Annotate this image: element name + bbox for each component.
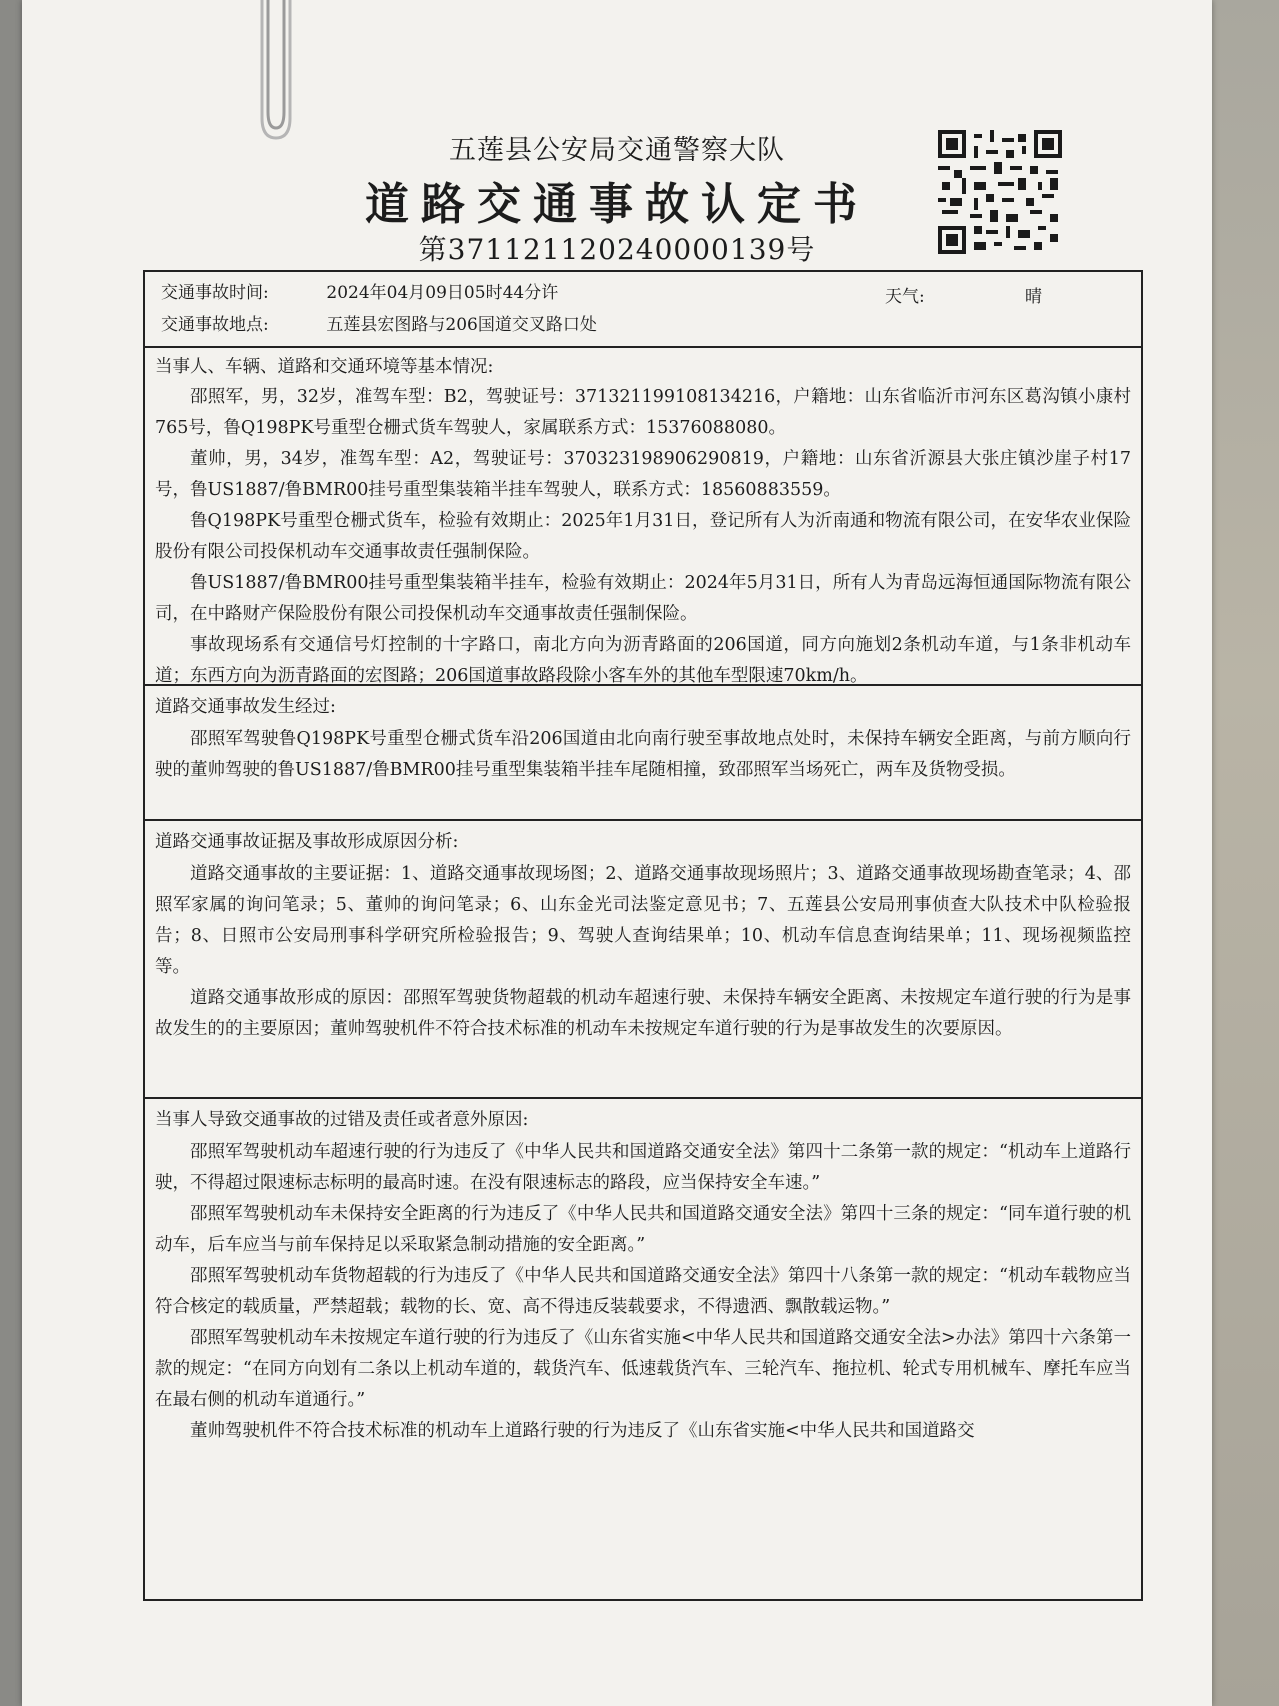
accident-process-section — [143, 686, 1143, 821]
evidence-analysis-section — [143, 821, 1143, 1099]
paragraph: 事故现场系有交通信号灯控制的十字路口，南北方向为沥青路面的206国道，同方向施划2条机动车道，与1条非机动车道；东西方向为沥青路面的宏图路；206国道事故路段除小客车外的其他车型限速70km/h。 — [155, 635, 1131, 686]
paragraph: 道路交通事故形成的原因：邵照军驾驶货物超载的机动车超速行驶、未保持车辆安全距离、未按规定车道行驶的行为是事故发生的的主要原因；董帅驾驶机件不符合技术标准的机动车未按规定车道行驶的行为是事故发生的次要原因。 — [155, 988, 1131, 1039]
accident-place-label: 交通事故地点: — [161, 315, 269, 335]
paragraph: 鲁US1887/鲁BMR00挂号重型集装箱半挂车，检验有效期止：2024年5月31日，所有人为青岛远海恒通国际物流有限公司，在中路财产保险股份有限公司投保机动车交通事故责任强制保险。 — [155, 573, 1131, 624]
paragraph: 邵照军驾驶机动车超速行驶的行为违反了《中华人民共和国道路交通安全法》第四十二条第一款的规定：“机动车上道路行驶，不得超过限速标志标明的最高时速。在没有限速标志的路段，应当保持安全车速。” — [155, 1142, 1131, 1193]
basic-situation-section — [143, 348, 1143, 686]
weather-label: 天气: — [885, 287, 925, 307]
paragraph: 邵照军驾驶鲁Q198PK号重型仓栅式货车沿206国道由北向南行驶至事故地点处时，未保持车辆安全距离，与前方顺向行驶的董帅驾驶的鲁US1887/鲁BMR00挂号重型集装箱半挂车尾随相撞，致邵照军当场死亡，两车及货物受损。 — [155, 729, 1131, 780]
accident-place-row — [161, 310, 1129, 340]
accident-time-place-box — [143, 270, 1143, 348]
evidence-analysis-title: 道路交通事故证据及事故形成原因分析: — [155, 832, 459, 852]
responsibility-body — [155, 1137, 1131, 1447]
paragraph: 道路交通事故的主要证据：1、道路交通事故现场图；2、道路交通事故现场照片；3、道路交通事故现场勘查笔录；4、邵照军家属的询问笔录；5、董帅的询问笔录；6、山东金光司法鉴定意见书；7、五莲县公安局刑事侦查大队技术中队检验报告；8、日照市公安局刑事科学研究所检验报告；9、驾驶人查询结果单；10、机动车信息查询结果单；11、现场视频监控等。 — [155, 864, 1131, 977]
accident-time-value: 2024年04月09日05时44分许 — [326, 283, 559, 303]
paperclip-icon — [254, 0, 294, 140]
accident-process-title: 道路交通事故发生经过: — [155, 697, 336, 717]
basic-situation-title: 当事人、车辆、道路和交通环境等基本情况: — [155, 357, 494, 377]
paragraph: 邵照军驾驶机动车货物超载的行为违反了《中华人民共和国道路交通安全法》第四十八条第一款的规定：“机动车载物应当符合核定的载质量，严禁超载；载物的长、宽、高不得违反装载要求，不得遗洒、飘散载运物。” — [155, 1266, 1131, 1317]
accident-time-row — [161, 278, 1129, 308]
document-page — [22, 0, 1212, 1706]
paragraph: 董帅，男，34岁，准驾车型：A2，驾驶证号：370323198906290819，户籍地：山东省沂源县大张庄镇沙崖子村17号，鲁US1887/鲁BMR00挂号重型集装箱半挂车驾驶人，联系方式：18560883559。 — [155, 449, 1131, 500]
qr-code — [938, 130, 1062, 254]
accident-place-value: 五莲县宏图路与206国道交叉路口处 — [326, 315, 597, 335]
accident-process-body — [155, 724, 1131, 786]
responsibility-section — [143, 1099, 1143, 1601]
responsibility-title: 当事人导致交通事故的过错及责任或者意外原因: — [155, 1110, 529, 1130]
paragraph: 鲁Q198PK号重型仓栅式货车，检验有效期止：2025年1月31日，登记所有人为沂南通和物流有限公司，在安华农业保险股份有限公司投保机动车交通事故责任强制保险。 — [155, 511, 1131, 562]
paragraph: 邵照军驾驶机动车未按规定车道行驶的行为违反了《山东省实施<中华人民共和国道路交通安全法>办法》第四十六条第一款的规定：“在同方向划有二条以上机动车道的，载货汽车、低速载货汽车、三轮汽车、拖拉机、轮式专用机械车、摩托车应当在最右侧的机动车道通行。” — [155, 1328, 1131, 1410]
paragraph: 邵照军，男，32岁，准驾车型：B2，驾驶证号：371321199108134216，户籍地：山东省临沂市河东区葛沟镇小康村765号，鲁Q198PK号重型仓栅式货车驾驶人，家属联系方式：15376088080。 — [155, 387, 1131, 438]
document-number: 第371121120240000139号 — [418, 233, 816, 266]
weather-value: 晴 — [1025, 287, 1042, 307]
issuing-agency: 五莲县公安局交通警察大队 — [449, 135, 785, 166]
evidence-analysis-body — [155, 859, 1131, 1045]
basic-situation-body — [155, 382, 1131, 692]
document-title: 道路交通事故认定书 — [365, 179, 869, 230]
paragraph: 邵照军驾驶机动车未保持安全距离的行为违反了《中华人民共和国道路交通安全法》第四十三条的规定：“同车道行驶的机动车，后车应当与前车保持足以采取紧急制动措施的安全距离。” — [155, 1204, 1131, 1255]
paragraph: 董帅驾驶机件不符合技术标准的机动车上道路行驶的行为违反了《山东省实施<中华人民共和国道路交 — [190, 1421, 975, 1441]
accident-time-label: 交通事故时间: — [161, 283, 269, 303]
